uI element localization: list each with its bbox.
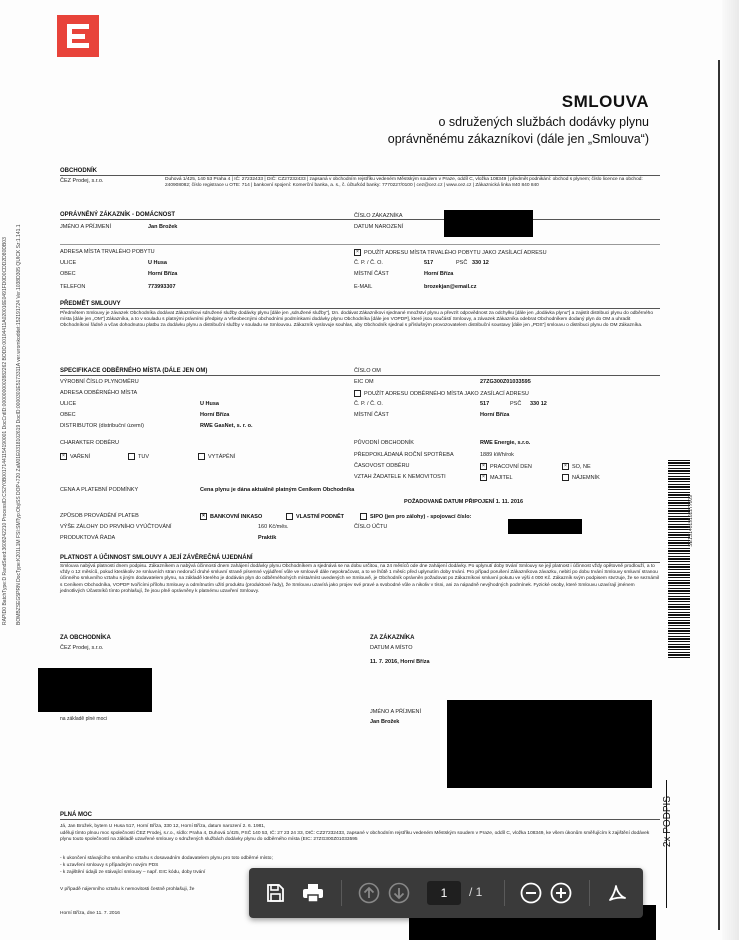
zakaznik-pouzit-adresu: × POUŽÍT ADRESU MÍSTA TRVALÉHO POBYTU JAKO ZASÍLACÍ ADRESU [354,249,547,256]
om-vyrobni-label: VÝROBNÍ ČÍSLO PLYNOMĚRU [60,379,139,385]
om-vareni: × VAŘENÍ [60,453,90,460]
arrow-down-circle-icon [388,882,410,904]
om-eic-label: EIC OM [354,379,374,385]
om-zaloha-label: VÝŠE ZÁLOHY DO PRVNÍHO VYÚČTOVÁNÍ [60,524,172,530]
plna-moc-b3: - k zajištění údajů ze stávající smlouvy – např. EIC kódu, doby trvání [60,870,206,875]
om-rada-label: PRODUKTOVÁ ŘADA [60,535,116,541]
page-total: / 1 [469,885,483,899]
arrow-up-circle-icon [358,882,380,904]
om-sipo: SIPO (jen pro zálohy) - spojovací číslo: [360,513,471,520]
om-psc: 330 12 [530,401,547,407]
om-distributor: RWE GasNet, s. r. o. [200,423,253,429]
om-heading: SPECIFIKACE ODBĚRNÉHO MÍSTA (DÁLE JEN OM) [60,368,208,374]
barcode-number: SE1S14019102277009 [688,495,694,547]
zakaznik-name-label: JMÉNO A PŘÍJMENÍ [60,224,112,230]
za-zakaznika: ZA ZÁKAZNÍKA [370,635,415,641]
zakaznik-telefon: 773993307 [148,284,176,290]
platnost-text: Smlouva nabývá platnosti dnem podpisu. Zákazníkem a nabývá účinnosti dnem zahájení dodávky plynu Obchodníkem a sjednává se na dobu určitou, na 24 měsíců ode dne zahájení dodávky. Po uplynutí doby trvání Smlouvy se její platnost i účinnost vždy opětovně prodlouží, a to vždy o 12 měsíců, pokud kterákoliv ze smluvních stran nedoručí druhé smluvní straně písemné vyjádření vůle ve smlouvě dále nepokračovat, a to ve lhůtě 1 měsíc před uplynutím doby trvání. Pro případ porušení Zákazníkova závazku, nebití po dobu trvání Smlouvy smluvní stranou účinného smluvního vztahu s jiným dodavatelem plynu, na základě kterého je dodáván plyn do odběrného/ných místa/míst uvedených ve Smlouvě, je Obchodník oprávněn požadovat po Zákazníkovi smluvní pokutu ve výši 4 000 Kč. Zákazník svým podpisem stvrzuje, že se seznámil s Ceníkem Obchodníka, VOPDP tvořícími přílohu Smlouvy a odmítnutím užití produktu (produktové řady), že Smlouvu uzavírá jako projev své pravé a svobodné vůle a nikoliv v tísni, ani za nápadně nevýhodných podmínek. Fyzické osoby, které Smlouvu uzavírají jménem jednotlivých Účastníků tímto prohlašují, že jsou plně oprávněny k platnému uzavření Smlouvy. [60,564,660,594]
zoom-in-button[interactable] [549,881,573,905]
zakaznik-name: Jan Brožek [148,224,178,230]
om-puvodni: RWE Energie, s.r.o. [480,440,531,446]
om-rada: Praktik [258,535,277,541]
om-cp: 517 [480,401,490,407]
zakaznik-ulice-label: ULICE [60,260,77,266]
om-pracovni-den: × PRACOVNÍ DEN [480,463,532,470]
plna-moc-text1: Já, Jan Brožek, bytem U Husa 517, Horní Bříza, 330 12, Horní Bříza, datum narození 2. 6. 1981, [60,824,266,829]
document-subtitle: o sdružených službách dodávky plynu oprávněnému zákazníkovi (dále jen „Smlouva“) [387,115,649,146]
page-edge-shadow [722,0,739,940]
podpis-side-label: 2x PODPIS [662,796,673,848]
om-najemnik: NÁJEMNÍK [562,474,600,481]
zakaznik-cast-label: MÍSTNÍ ČÁST [354,271,389,277]
om-spotreba: 1889 kWh/rok [480,452,514,458]
zakaznik-adresa-label: ADRESA MÍSTA TRVALÉHO POBYTU [60,249,155,255]
datum-misto-label: DATUM A MÍSTO [370,645,413,651]
print-icon [302,883,324,903]
om-zaloha: 160 Kč/měs. [258,524,289,530]
om-so-ne: × SO, NE [562,463,591,470]
om-bank-inkaso: × BANKOVNÍ INKASO [200,513,262,520]
om-spotreba-label: PŘEDPOKLÁDANÁ ROČNÍ SPOTŘEBA [354,452,454,458]
zakaznik-obec: Horní Bříza [148,271,178,277]
print-button[interactable] [301,881,325,905]
plna-moc-text3: V případě nájemního vztahu k nemovitosti čestně prohlašuji, že [60,887,195,892]
redaction-signature-obchodnik [38,668,152,712]
side-code-2: BOMBZSEG5PRN DocType:K201L1M FSI:SMTyp:ObjiSS DOP+720 ZaM01E0318102619 DocID:0000301E5173311A ver.wromkoddet:152191724 Ver.1038D305 QUICK Sz:1.141.1 [16,224,22,625]
zoom-out-button[interactable] [519,881,543,905]
page-number-input[interactable] [427,881,461,905]
pdf-viewer-toolbar [249,868,643,918]
om-vlastni-podnet: VLASTNÍ PODNĚT [286,513,344,520]
datum-misto: 11. 7. 2016, Horní Bříza [370,659,430,665]
om-cena-label: CENA A PLATEBNÍ PODMÍNKY [60,487,139,493]
zoom-out-icon [520,882,542,904]
obchodnik-heading: OBCHODNÍK [60,168,97,174]
om-cislo-uctu-label: ČÍSLO ÚČTU [354,524,388,530]
om-distributor-label: DISTRIBUTOR (distribuční území) [60,423,144,429]
plna-moc-text2: uděluji tímto plnou moc společnosti ČEZ Prodej, s.r.o., sídlo: Praha 4, Duhová 1/425, PSČ 140 53, IČ: 27 23 24 33, DIČ: CZ27232433, zapsané v obchodním rejstříku vedeném Městským soudem v Praze, oddíl C, vložka 108349, ke všem úkonům směřujícím k zajištění dodávek plynu touto společností na základě uzavřené smlouvy o sdružených službách dodávky plynu do odběrného místa (EIC: 27ZG300Z01033595 [60,831,650,843]
zakaznik-cp: 517 [424,260,434,266]
zoom-in-icon [550,882,572,904]
zakaznik-datum-label: DATUM NAROZENÍ [354,224,404,230]
acrobat-icon [606,882,628,904]
om-puvodni-label: PŮVODNÍ OBCHODNÍK [354,440,414,446]
om-majitel: × MAJITEL [480,474,513,481]
om-vytapeni: VYTÁPĚNÍ [198,453,235,460]
om-ulice-label: ULICE [60,401,77,407]
redaction-birthdate [444,210,533,237]
barcode [668,460,690,660]
za-obchodnika: ZA OBCHODNÍKA [60,635,111,641]
plna-moc-b1: - k ukončení stávajícího smluvního vztahu s dosavadním dodavatelem plynu pro toto odběrné místo; [60,856,273,861]
om-cast-label: MÍSTNÍ ČÁST [354,412,389,418]
document-title: SMLOUVA [561,92,649,111]
om-datum-pripojeni: POŽADOVANÉ DATUM PŘIPOJENÍ 1. 11. 2016 [404,499,523,505]
save-button[interactable] [263,881,287,905]
platnost-heading: PLATNOST A ÚČINNOST SMLOUVY A JEJÍ ZÁVĚREČNÁ UJEDNÁNÍ [60,555,253,561]
om-vztah-label: VZTAH ŽADATELE K NEMOVITOSTI [354,474,446,480]
om-obec: Horní Bříza [200,412,230,418]
podpis-jmeno-label: JMÉNO A PŘÍJMENÍ [370,709,422,715]
zakaznik-cast: Horní Bříza [424,271,454,277]
next-page-button[interactable] [387,881,411,905]
na-zaklade-plne-moci: na základě plné moci [60,716,107,722]
om-tuv: TUV [128,453,149,460]
zakaznik-email: brozekjan@email.cz [424,284,477,290]
cez-logo [57,15,99,57]
zakaznik-ulice: U Husa [148,260,167,266]
om-psc-label: PSČ [510,401,522,407]
zakaznik-obec-label: OBEC [60,271,76,277]
previous-page-button[interactable] [357,881,381,905]
om-casovost-label: ČASOVOST ODBĚRU [354,463,410,469]
redaction-signature-zakaznik [447,700,652,788]
side-code-1: RAPID0 BatchType:D RandSeed:3608242210 ProcessID:CS2Y0B00171441154190001 DocCntID:0000000002882262 BODD:00104411A020016E0491FD0D0CDD2D80DB03 [2,237,8,625]
save-icon [265,883,285,903]
om-cislo-label: ČÍSLO OM [354,368,381,374]
om-cast: Horní Bříza [480,412,510,418]
om-zpusob-label: ZPŮSOB PROVÁDĚNÍ PLATEB [60,513,139,519]
zakaznik-psc-label: PSČ [456,260,468,266]
om-pouzit-adresu: POUŽÍT ADRESU ODBĚRNÉHO MÍSTA JAKO ZASÍLACÍ ADRESU [354,390,529,397]
om-cp-label: Č. P. / Č. O. [354,401,383,407]
om-obec-label: OBEC [60,412,76,418]
obchodnik-name: ČEZ Prodej, s.r.o. [60,178,104,184]
podpis-jmeno: Jan Brožek [370,719,400,725]
obchodnik-sign-name: ČEZ Prodej, s.r.o. [60,645,104,651]
zakaznik-psc: 330 12 [472,260,489,266]
predmet-heading: PŘEDMĚT SMLOUVY [60,301,121,307]
om-eic: 27ZG300Z01033595 [480,379,531,385]
zakaznik-heading: OPRÁVNĚNÝ ZÁKAZNÍK - DOMÁCNOST [60,212,175,218]
redaction-account [508,519,582,534]
om-cena: Cena plynu je dána aktuálně platným Ceníkem Obchodníka [200,487,355,493]
om-adresa-label: ADRESA ODBĚRNÉHO MÍSTA [60,390,138,396]
plna-moc-datum: Horní Bříza, dne 11. 7. 2016 [60,911,120,916]
page-fold-line [718,60,720,930]
zakaznik-email-label: E-MAIL [354,284,373,290]
obchodnik-text: Duhová 1/425, 140 53 Praha 4 | IČ: 27232433 | DIČ: CZ27232433 | zapsaná v obchodním rejstříku vedeném Městským soudem v Praze, oddíl C, vložka 108349 | předmět podnikání: obchod s plynem; číslo licence na obchod: 240908082; číslo registrace u OTE: 714 | bankovní spojení: Komerční banka, a. s., č. účtu/kód banky: 7770227/0100 | cez@cez.cz | www.cez.cz | Zákaznická linka 840 840 840 [165,177,643,189]
plna-moc-b2: - k uzavření smlouvy s případným novým PDS [60,863,159,868]
open-in-acrobat-button[interactable] [605,881,629,905]
predmet-text: Předmětem Smlouvy je závazek Obchodníka dodávat Zákazníkovi sdružené služby dodávky plynu [dále jen „sdružené služby“], tzn. dodávat Zákazníkovi sjednané množství plynu a převzít odpovědnost za odchylku [dále jen „dodávka plynu“] a zajistit distribuci plynu do odběrného místa [dále jen „OM“] Zákazníka, a to v souladu s platnými právními předpisy a Všeobecnými obchodními podmínkami dodávky plynu Obchodníka [dále jen VOPDP], které jsou součástí Smlouvy, a závazek Zákazníka odebrat Obchodníkem dodaný plyn do OM a uhradit Obchodníkovi řádně a včas dohodnutou platbu za dodávku plynu a distribuční služby v souladu se Smlouvou. Zákazník vyslovuje souhlas, aby Obchodník sjednal s příslušným provozovatelem distribuční soustavy [dále jen „PDS“] smlouvu o distribuci plynu do OM Zákazníka. [60,311,654,329]
plna-moc-heading: PLNÁ MOC [60,812,92,818]
om-ulice: U Husa [200,401,219,407]
zakaznik-cislo-label: ČÍSLO ZÁKAZNÍKA [354,213,403,219]
om-charakter-label: CHARAKTER ODBĚRU [60,440,119,446]
zakaznik-cp-label: Č. P. / Č. O. [354,260,383,266]
zakaznik-telefon-label: TELEFON [60,284,86,290]
